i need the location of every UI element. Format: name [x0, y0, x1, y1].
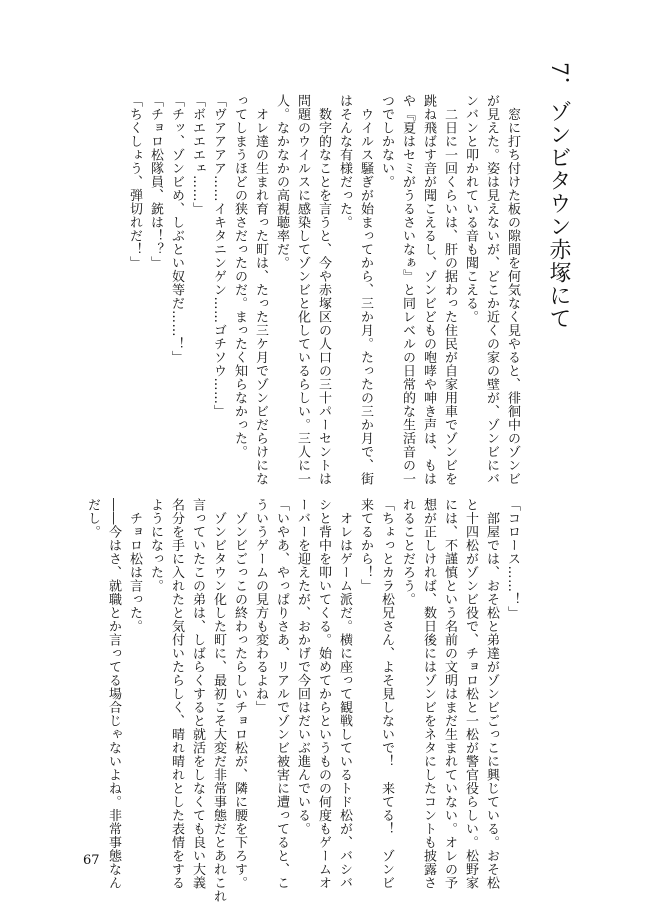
upper-text-block [93, 94, 523, 486]
text-line: や『夏はセミがうるさいなぁ』と同レベルの日常的な生活音の一 [400, 94, 415, 486]
text-line: 想が正しければ、数日後にはゾンビをネタにしたコントも披露さ [421, 498, 436, 890]
text-line: 「ボエエエェ……」 [190, 94, 205, 216]
text-line: ンバンと叩かれている音も聞こえる。 [463, 94, 478, 324]
text-line: 数字的なことを言うと、今や赤塚区の人口の三十パーセントは [316, 94, 331, 486]
text-line: だし。 [85, 498, 100, 539]
text-line: ってしまうほどの狭さだったのだ。まったく知らなかった。 [232, 94, 247, 459]
text-line: ――今はさ、就職とか言ってる場合じゃないよね。非常事態なん [106, 498, 121, 890]
text-line: ゾンビタウン化した町に、最初こそ大変だ非常事態だとあれこれ [211, 498, 226, 903]
text-line: チョロ松は言った。 [127, 498, 142, 633]
text-line: 言っていたこの弟は、しばらくすると就活をしなくても良い大義 [190, 498, 205, 890]
text-line: 窓に打ち付けた板の隙間を何気なく見やると、徘徊中のゾンビ [505, 94, 520, 486]
text-line: 「いやあ、やっぱりさあ、リアルでゾンビ被害に遭ってると、こ [274, 498, 289, 890]
chapter-title: 7．ゾンビタウン赤塚にて [546, 62, 571, 330]
text-line: には、不謹慎という名前の文明はまだ生まれていない。オレの予 [442, 498, 457, 890]
text-line: 跳ね飛ばす音が聞こえるし、ゾンビどもの咆哮や呻き声は、もは [421, 94, 436, 486]
text-line: オレはゲーム派だ。横に座って観戦しているトド松が、バシバ [337, 498, 352, 890]
text-line: ういうゲームの見方も変わるよね」 [253, 498, 268, 714]
text-line: シと背中を叩いてくる。始めてからというものの何度もゲームオ [316, 498, 331, 890]
text-line: 部屋では、おそ松と弟達がゾンビごっこに興じている。おそ松 [484, 498, 499, 890]
text-line: と十四松がゾンビ役で、チョロ松と一松が警官役らしい。松野家 [463, 498, 478, 890]
text-line: つでしかない。 [379, 94, 394, 189]
text-line: 人。なかなかの高視聴率だ。 [274, 94, 289, 270]
text-line: 「ちょっとカラ松兄さん、よそ見しないで！ 来てる！ ゾンビ [379, 498, 394, 890]
text-line: ゾンビごっこの終わったらしいチョロ松が、隣に腰を下ろす。 [232, 498, 247, 890]
text-line: 「チッ、ゾンビめ、しぶとい奴等だ……！」 [169, 94, 184, 364]
text-line: が見えた。姿は見えないが、どこか近くの家の壁が、ゾンビにバ [484, 94, 499, 486]
text-line: 「ちくしょう、弾切れだ！」 [127, 94, 142, 270]
text-line: 問題のウイルスに感染してゾンビと化しているらしい。三人に一 [295, 94, 310, 486]
text-line: 来てるから！」 [358, 498, 373, 593]
text-line: れることだろう。 [400, 498, 415, 606]
text-line: 「ヴアアアア……イキタニンゲン……ゴチソウ……」 [211, 94, 226, 418]
text-line: 「チョロ松隊員、銃は！？」 [148, 94, 163, 270]
text-line: ウイルス騒ぎが始まってから、三か月。たったの三か月で、街 [358, 94, 373, 486]
text-line: 「コロース……！」 [505, 498, 520, 620]
text-line: オレ達の生まれ育った町は、たった三ケ月でゾンビだらけにな [253, 94, 268, 486]
text-line: はそんな有様だった。 [337, 94, 352, 229]
text-line: 二日に一回くらいは、肝の据わった住民が自家用車でゾンビを [442, 94, 457, 486]
text-line: ーバーを迎えたが、おかげで今回はだいぶ進んでいる。 [295, 498, 310, 836]
text-line: ようになった。 [148, 498, 163, 593]
text-line: 名分を手に入れたと気付いたらしく、晴れ晴れとした表情をする [169, 498, 184, 890]
page-number: 67 [83, 853, 100, 868]
